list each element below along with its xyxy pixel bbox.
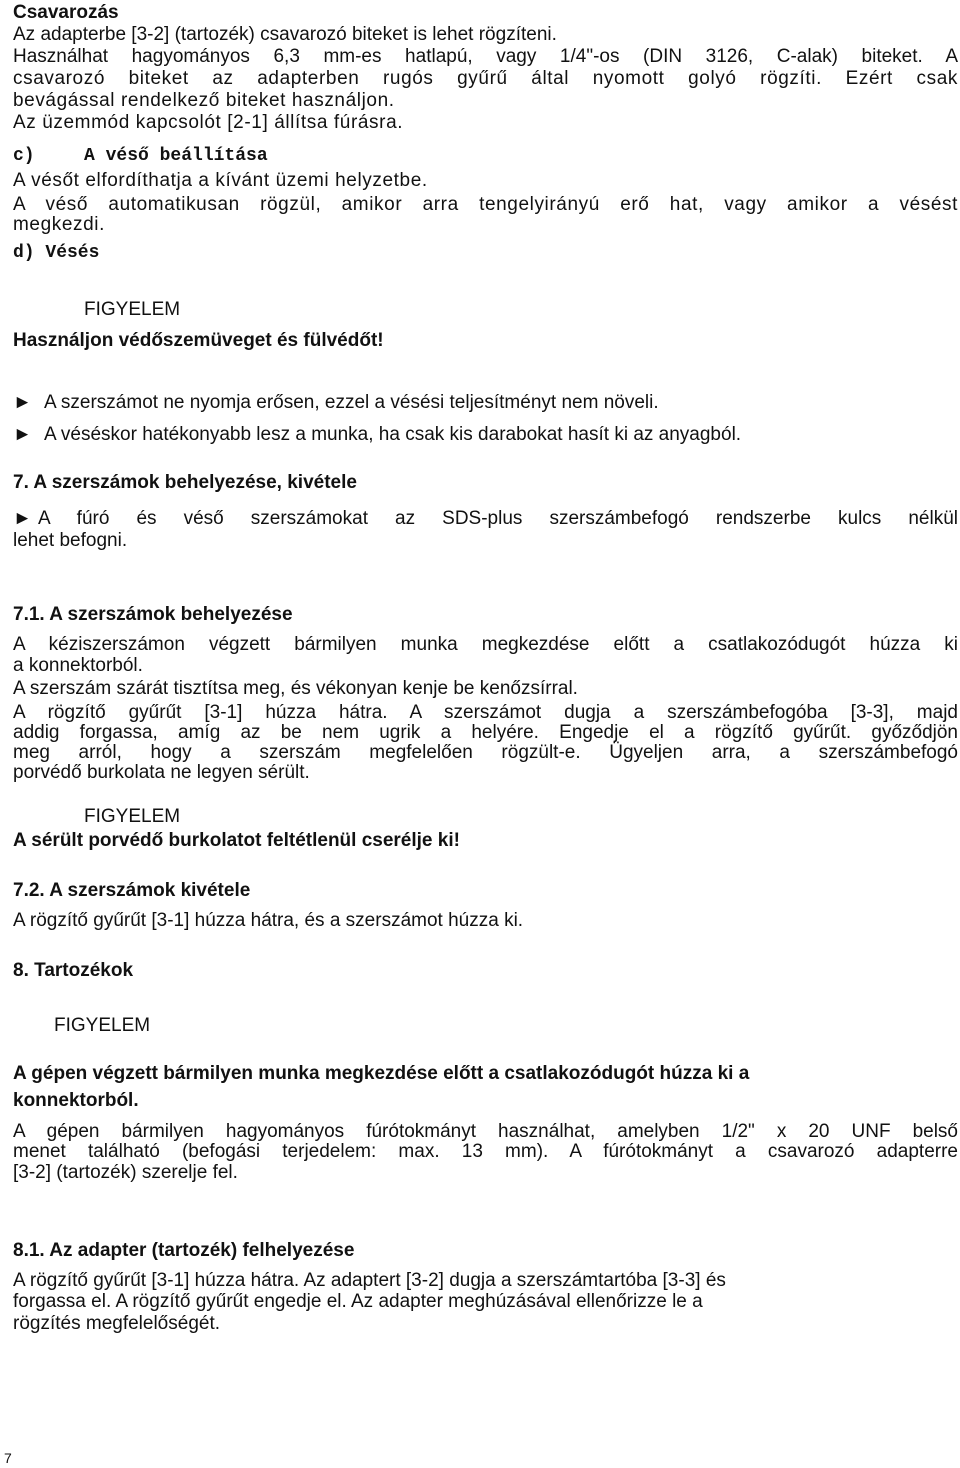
heading-section-8: 8. Tartozékok [13, 960, 134, 981]
paragraph-line: A szerszám szárát tisztítsa meg, és vékonyan kenje be kenőzsírral. [13, 678, 578, 699]
paragraph-line: megkezdi. [13, 214, 105, 235]
warning-text: Használjon védőszemüveget és fülvédőt! [13, 330, 384, 351]
paragraph-line: addig forgassa, amíg az be nem ugrik a helyére. Engedje el a rögzítő gyűrűt. győződjön [13, 722, 958, 743]
warning-text: A gépen végzett bármilyen munka megkezdése előtt a csatlakozódugót húzza ki a [13, 1063, 750, 1084]
warning-label: FIGYELEM [54, 1015, 151, 1036]
page-number: 7 [4, 1450, 12, 1466]
paragraph-line: A vésőt elfordíthatja a kívánt üzemi helyzetbe. [13, 170, 428, 191]
paragraph-line: Használhat hagyományos 6,3 mm-es hatlapú, vagy 1/4"-os (DIN 3126, C-alak) biteket. A [13, 46, 958, 67]
warning-label: FIGYELEM [84, 299, 181, 320]
paragraph-line: forgassa el. A rögzítő gyűrűt engedje el. Az adapter meghúzásával ellenőrizze le a [13, 1291, 703, 1312]
paragraph-line: Az adapterbe [3-2] (tartozék) csavarozó biteket is lehet rögzíteni. [13, 24, 557, 45]
paragraph-line: csavarozó biteket az adapterben rugós gyűrű által nyomott golyó rögzíti. Ezért csak [13, 68, 958, 89]
paragraph-line: rögzítés megfelelőségét. [13, 1313, 221, 1334]
warning-text: A sérült porvédő burkolatot feltétlenül cserélje ki! [13, 830, 460, 851]
paragraph-line: lehet befogni. [13, 530, 128, 551]
heading-section-7: 7. A szerszámok behelyezése, kivétele [13, 472, 357, 493]
heading-veso-beallitasa: A véső beállítása [84, 146, 268, 166]
paragraph-line: [3-2] (tartozék) szerelje fel. [13, 1162, 238, 1183]
paragraph-line: A rögzítő gyűrűt [3-1] húzza hátra. Az adaptert [3-2] dugja a szerszámtartóba [3-3] és [13, 1270, 726, 1291]
paragraph-line: A rögzítő gyűrűt [3-1] húzza hátra, és a szerszámot húzza ki. [13, 910, 524, 931]
paragraph-line: A véső automatikusan rögzül, amikor arra tengelyirányú erő hat, vagy amikor a vésést [13, 194, 958, 215]
paragraph-line: A gépen bármilyen hagyományos fúrótokmányt használhat, amelyben 1/2" x 20 UNF belső [13, 1121, 958, 1142]
bullet-text: A fúró és véső szerszámokat az SDS-plus szerszámbefogó rendszerbe kulcs nélkül [38, 508, 958, 529]
bullet-text: A szerszámot ne nyomja erősen, ezzel a vésési teljesítményt nem növeli. [44, 392, 659, 413]
warning-text: konnektorból. [13, 1090, 139, 1111]
paragraph-line: menet található (befogási terjedelem: max. 13 mm). A fúrótokmányt a csavarozó adapterre [13, 1141, 958, 1162]
paragraph-line: a konnektorból. [13, 655, 143, 676]
paragraph-line: A rögzítő gyűrűt [3-1] húzza hátra. A szerszámot dugja a szerszámbefogóba [3-3], majd [13, 702, 958, 723]
paragraph-line: porvédő burkolata ne legyen sérült. [13, 762, 310, 783]
heading-vesés: d) Vésés [13, 243, 100, 263]
bullet-arrow-icon: ► [13, 424, 32, 445]
heading-section-7-2: 7.2. A szerszámok kivétele [13, 880, 251, 901]
bullet-text: A véséskor hatékonyabb lesz a munka, ha csak kis darabokat hasít ki az anyagból. [44, 424, 742, 445]
heading-csavarozas: Csavarozás [13, 2, 119, 23]
heading-section-8-1: 8.1. Az adapter (tartozék) felhelyezése [13, 1240, 355, 1261]
bullet-arrow-icon: ► [13, 392, 32, 413]
heading-section-7-1: 7.1. A szerszámok behelyezése [13, 604, 293, 625]
heading-c-label: c) [13, 146, 35, 166]
paragraph-line: bevágással rendelkező biteket használjon. [13, 90, 395, 111]
paragraph-line: Az üzemmód kapcsolót [2-1] állítsa fúrásra. [13, 112, 404, 133]
paragraph-line: A kéziszerszámon végzett bármilyen munka megkezdése előtt a csatlakozódugót húzza ki [13, 634, 958, 655]
paragraph-line: meg arról, hogy a szerszám megfelelően rögzült-e. Ügyeljen arra, a szerszámbefogó [13, 742, 958, 763]
warning-label: FIGYELEM [84, 806, 181, 827]
bullet-arrow-icon: ► [13, 508, 32, 529]
